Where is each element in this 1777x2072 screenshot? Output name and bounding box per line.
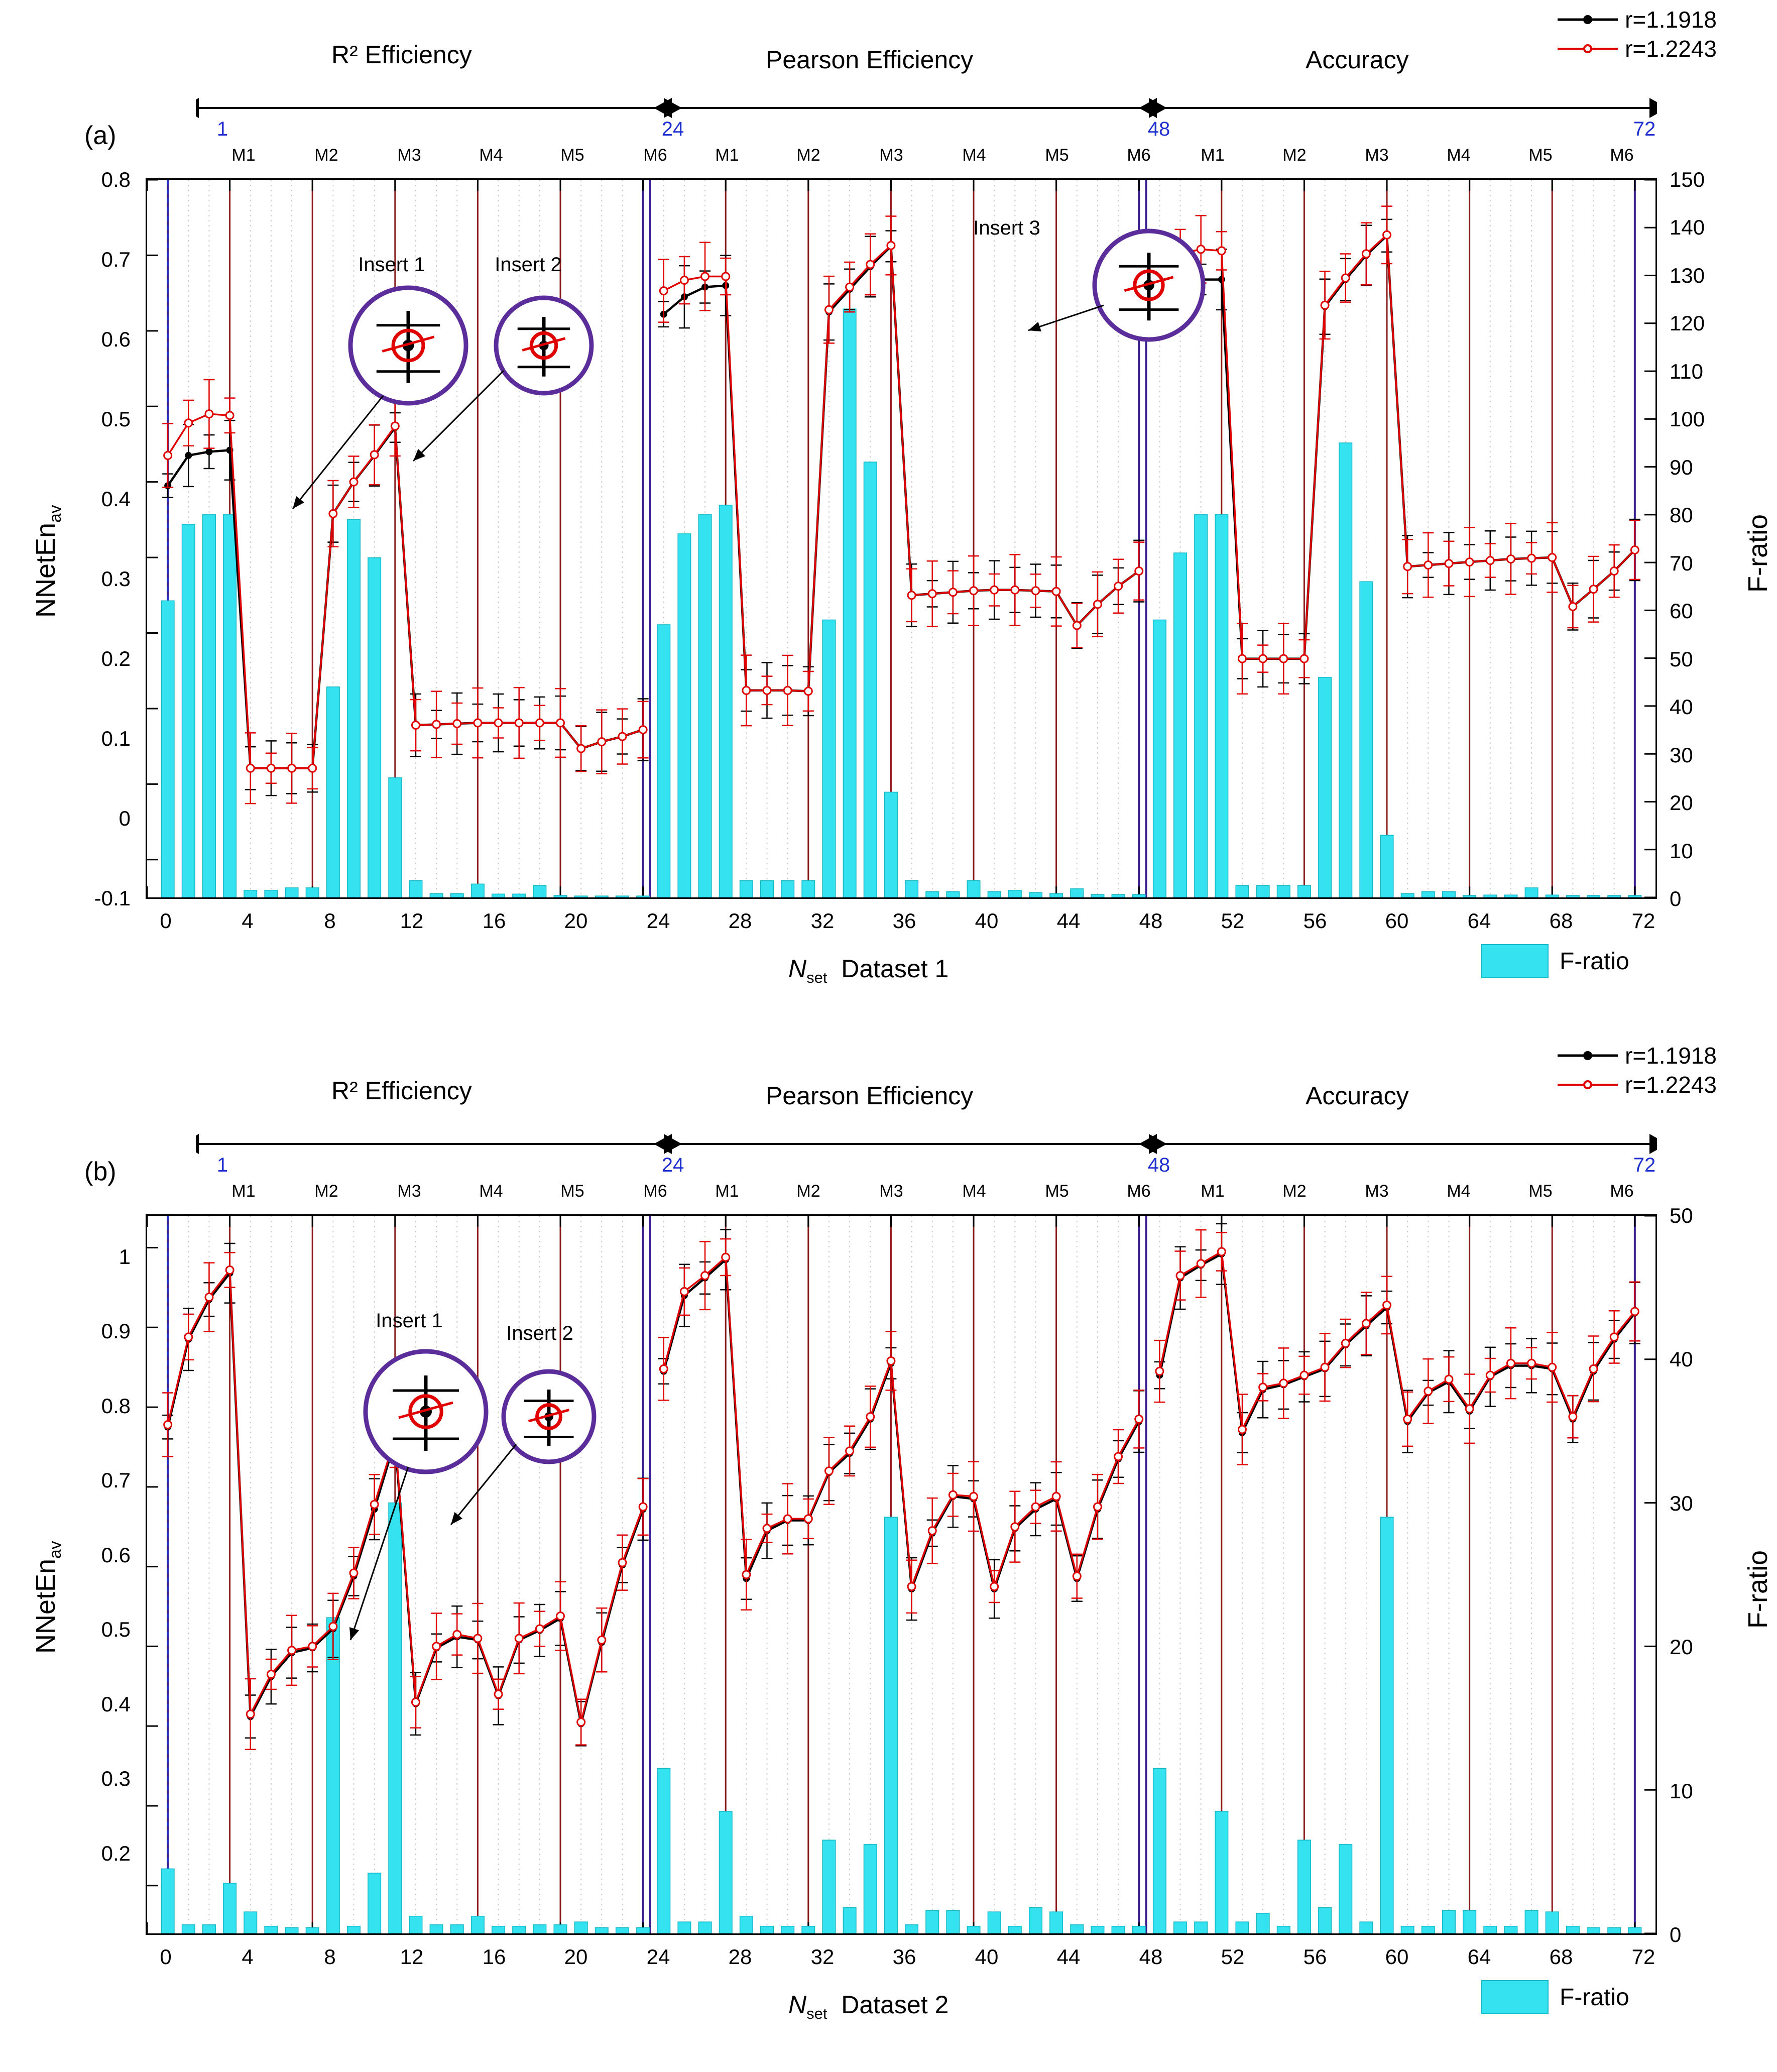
group-label-m4-s3: M4 <box>1447 146 1471 165</box>
section-range-arrows-b <box>196 1134 1657 1154</box>
boundary-number-48-b: 48 <box>1147 1154 1170 1176</box>
ytick-a-2: 0.6 <box>101 327 131 351</box>
group-label-m3-s2-b: M3 <box>879 1182 903 1201</box>
xtick-a-72: 72 <box>1631 909 1655 933</box>
ytick-right-b-10: 10 <box>1670 1779 1693 1803</box>
ytick-right-b-20: 20 <box>1670 1635 1693 1659</box>
group-label-m1-s3-b: M1 <box>1201 1182 1225 1201</box>
section-title-r2: R² Efficiency <box>331 41 472 69</box>
xtick-a-64: 64 <box>1467 909 1491 933</box>
fratio-swatch-icon <box>1481 944 1549 978</box>
ytick-a-8: 0 <box>119 807 131 830</box>
insert-label-3-a: Insert 3 <box>973 217 1040 239</box>
xtick-a-32: 32 <box>810 909 835 933</box>
group-label-m3-s1: M3 <box>397 146 421 165</box>
y-axis-title-right-a: F-ratio <box>1743 514 1773 593</box>
ytick-a-3: 0.5 <box>101 407 131 431</box>
xtick-b-16: 16 <box>482 1945 506 1969</box>
xtick-a-60: 60 <box>1385 909 1409 933</box>
ytick-b-08: 0.8 <box>101 1394 131 1418</box>
xtick-a-28: 28 <box>728 909 752 933</box>
group-label-m6-s1-b: M6 <box>643 1182 667 1201</box>
group-label-m1-s1-b: M1 <box>231 1182 256 1201</box>
group-label-m3-s1-b: M3 <box>397 1182 421 1201</box>
xtick-a-0: 0 <box>160 909 172 933</box>
ytick-b-03: 0.3 <box>101 1767 131 1790</box>
ytick-a-4: 0.4 <box>101 487 131 511</box>
xtick-a-8: 8 <box>324 909 336 933</box>
ytick-right-a-70: 70 <box>1670 551 1693 575</box>
group-label-m2-s1-b: M2 <box>314 1182 338 1201</box>
ytick-right-a-10: 10 <box>1670 839 1693 863</box>
boundary-number-72-b: 72 <box>1633 1154 1656 1176</box>
legend-item-black <box>1558 5 1717 34</box>
xtick-b-72: 72 <box>1631 1945 1655 1969</box>
legend-panel-b <box>1558 1041 1717 1099</box>
xtick-a-4: 4 <box>242 909 254 933</box>
legend-item-black-b <box>1558 1041 1717 1070</box>
panel-letter-a: (a) <box>84 121 116 150</box>
ytick-right-a-110: 110 <box>1670 360 1703 383</box>
xtick-a-40: 40 <box>975 909 999 933</box>
xtick-b-28: 28 <box>728 1945 752 1969</box>
xtick-a-44: 44 <box>1056 909 1081 933</box>
group-label-m3-s3-b: M3 <box>1365 1182 1389 1201</box>
group-label-m3-s2: M3 <box>879 146 903 165</box>
xtick-b-20: 20 <box>564 1945 588 1969</box>
group-label-m2-s2: M2 <box>796 146 820 165</box>
xtick-b-44: 44 <box>1056 1945 1081 1969</box>
group-label-m6-s2: M6 <box>1127 146 1151 165</box>
ytick-right-a-30: 30 <box>1670 743 1693 767</box>
ytick-right-a-20: 20 <box>1670 791 1693 815</box>
section-title-r2-b: R² Efficiency <box>331 1077 472 1105</box>
ytick-b-05: 0.5 <box>101 1618 131 1641</box>
group-label-m4-s2: M4 <box>962 146 986 165</box>
boundary-number-1-b: 1 <box>216 1154 228 1176</box>
legend-marker-filled-circle-icon <box>1558 12 1618 27</box>
group-label-m1-s2: M1 <box>715 146 739 165</box>
xtick-a-52: 52 <box>1221 909 1245 933</box>
insert-label-1-b: Insert 1 <box>376 1310 443 1332</box>
xtick-a-24: 24 <box>646 909 670 933</box>
boundary-number-48: 48 <box>1147 118 1170 140</box>
ytick-right-a-60: 60 <box>1670 599 1693 623</box>
insert-label-1-a: Insert 1 <box>358 254 425 276</box>
legend-label-black-b: r=1.1918 <box>1625 1042 1717 1069</box>
group-label-m5-s3-b: M5 <box>1528 1182 1553 1201</box>
xtick-a-36: 36 <box>892 909 916 933</box>
boundary-number-24: 24 <box>661 118 684 140</box>
plot-area-a <box>146 178 1657 899</box>
xtick-b-60: 60 <box>1385 1945 1409 1969</box>
ytick-right-a-100: 100 <box>1670 407 1705 431</box>
group-label-m1-s1: M1 <box>231 146 256 165</box>
y-axis-title-left-a: NNetEn$_{av}$ <box>31 505 65 618</box>
legend-label-red-b: r=1.2243 <box>1625 1071 1717 1098</box>
xtick-b-40: 40 <box>975 1945 999 1969</box>
ytick-right-b-30: 30 <box>1670 1491 1693 1515</box>
ytick-right-a-40: 40 <box>1670 695 1693 719</box>
legend-label-black: r=1.1918 <box>1625 6 1717 33</box>
ytick-a-9: -0.1 <box>94 886 131 910</box>
ytick-right-a-0: 0 <box>1670 887 1682 910</box>
group-label-m2-s2-b: M2 <box>796 1182 820 1201</box>
legend-marker-filled-circle-icon <box>1558 1048 1618 1063</box>
xtick-b-12: 12 <box>400 1945 424 1969</box>
xtick-b-52: 52 <box>1221 1945 1245 1969</box>
ytick-b-09: 0.9 <box>101 1319 131 1343</box>
xtick-b-64: 64 <box>1467 1945 1491 1969</box>
panel-letter-b: (b) <box>84 1157 116 1186</box>
ytick-a-0: 0.8 <box>101 168 131 191</box>
xtick-b-48: 48 <box>1139 1945 1163 1969</box>
group-label-m1-s3: M1 <box>1201 146 1225 165</box>
ytick-b-10: 1 <box>119 1245 131 1269</box>
insert-label-2-b: Insert 2 <box>506 1322 573 1344</box>
y-axis-title-right-b: F-ratio <box>1743 1550 1773 1629</box>
ytick-right-a-120: 120 <box>1670 311 1705 335</box>
ytick-a-6: 0.2 <box>101 647 131 670</box>
fratio-legend-b <box>1481 1980 1629 2014</box>
boundary-number-1: 1 <box>216 118 228 140</box>
xtick-b-8: 8 <box>324 1945 336 1969</box>
xtick-a-16: 16 <box>482 909 506 933</box>
x-axis-title-b: $N_{set}$ Dataset 2 <box>788 1991 949 2022</box>
xtick-a-68: 68 <box>1549 909 1573 933</box>
ytick-b-06: 0.6 <box>101 1543 131 1567</box>
xtick-b-24: 24 <box>646 1945 670 1969</box>
legend-item-red-b <box>1558 1070 1717 1099</box>
xtick-b-68: 68 <box>1549 1945 1573 1969</box>
x-axis-title-a: $N_{set}$ Dataset 1 <box>788 955 949 986</box>
xtick-a-48: 48 <box>1139 909 1163 933</box>
group-label-m6-s3: M6 <box>1610 146 1634 165</box>
fratio-legend-label-b: F-ratio <box>1560 1984 1629 2011</box>
ytick-b-07: 0.7 <box>101 1468 131 1492</box>
legend-label-red: r=1.2243 <box>1625 35 1717 62</box>
legend-panel-a <box>1558 5 1717 63</box>
group-label-m5-s1: M5 <box>560 146 584 165</box>
group-label-m5-s3: M5 <box>1528 146 1553 165</box>
ytick-right-a-50: 50 <box>1670 647 1693 671</box>
xtick-b-56: 56 <box>1303 1945 1327 1969</box>
xtick-a-56: 56 <box>1303 909 1327 933</box>
group-label-m4-s3-b: M4 <box>1447 1182 1471 1201</box>
fratio-legend-a <box>1481 944 1629 978</box>
ytick-b-04: 0.4 <box>101 1692 131 1716</box>
boundary-number-72: 72 <box>1633 118 1656 140</box>
fratio-swatch-icon <box>1481 1980 1549 2014</box>
group-label-m1-s2-b: M1 <box>715 1182 739 1201</box>
ytick-right-b-40: 40 <box>1670 1347 1693 1371</box>
group-label-m4-s2-b: M4 <box>962 1182 986 1201</box>
group-label-m5-s1-b: M5 <box>560 1182 584 1201</box>
section-title-accuracy-b: Accuracy <box>1306 1082 1409 1110</box>
group-label-m2-s3: M2 <box>1282 146 1307 165</box>
xtick-b-4: 4 <box>242 1945 254 1969</box>
xtick-a-20: 20 <box>564 909 588 933</box>
ytick-right-a-150: 150 <box>1670 168 1705 191</box>
xtick-b-36: 36 <box>892 1945 916 1969</box>
panel-a <box>0 0 1777 1004</box>
xtick-a-12: 12 <box>400 909 424 933</box>
group-label-m2-s1: M2 <box>314 146 338 165</box>
group-label-m5-s2-b: M5 <box>1045 1182 1069 1201</box>
section-title-pearson-b: Pearson Efficiency <box>766 1082 974 1110</box>
xtick-b-32: 32 <box>810 1945 835 1969</box>
group-label-m4-s1-b: M4 <box>479 1182 503 1201</box>
ytick-right-a-80: 80 <box>1670 503 1693 527</box>
section-title-pearson: Pearson Efficiency <box>766 46 974 74</box>
ytick-right-a-90: 90 <box>1670 455 1693 479</box>
plot-area-b <box>146 1214 1657 1935</box>
legend-marker-open-circle-icon <box>1558 41 1618 56</box>
panel-b <box>0 1036 1777 2040</box>
group-label-m2-s3-b: M2 <box>1282 1182 1307 1201</box>
ytick-right-b-0: 0 <box>1670 1923 1682 1946</box>
ytick-right-b-50: 50 <box>1670 1204 1693 1227</box>
ytick-right-a-140: 140 <box>1670 215 1705 239</box>
group-label-m3-s3: M3 <box>1365 146 1389 165</box>
xtick-b-0: 0 <box>160 1945 172 1969</box>
legend-item-red <box>1558 34 1717 63</box>
ytick-right-a-130: 130 <box>1670 264 1705 287</box>
boundary-number-24-b: 24 <box>661 1154 684 1176</box>
ytick-a-7: 0.1 <box>101 727 131 750</box>
legend-marker-open-circle-icon <box>1558 1077 1618 1092</box>
group-label-m6-s3-b: M6 <box>1610 1182 1634 1201</box>
fratio-legend-label-a: F-ratio <box>1560 948 1629 975</box>
group-label-m6-s2-b: M6 <box>1127 1182 1151 1201</box>
y-axis-title-left-b: NNetEn$_{av}$ <box>31 1541 65 1654</box>
group-label-m5-s2: M5 <box>1045 146 1069 165</box>
ytick-b-02: 0.2 <box>101 1841 131 1865</box>
ytick-a-5: 0.3 <box>101 567 131 591</box>
section-title-accuracy: Accuracy <box>1306 46 1409 74</box>
group-label-m4-s1: M4 <box>479 146 503 165</box>
section-range-arrows <box>196 98 1657 118</box>
group-label-m6-s1: M6 <box>643 146 667 165</box>
insert-label-2-a: Insert 2 <box>495 254 562 276</box>
ytick-a-1: 0.7 <box>101 248 131 271</box>
